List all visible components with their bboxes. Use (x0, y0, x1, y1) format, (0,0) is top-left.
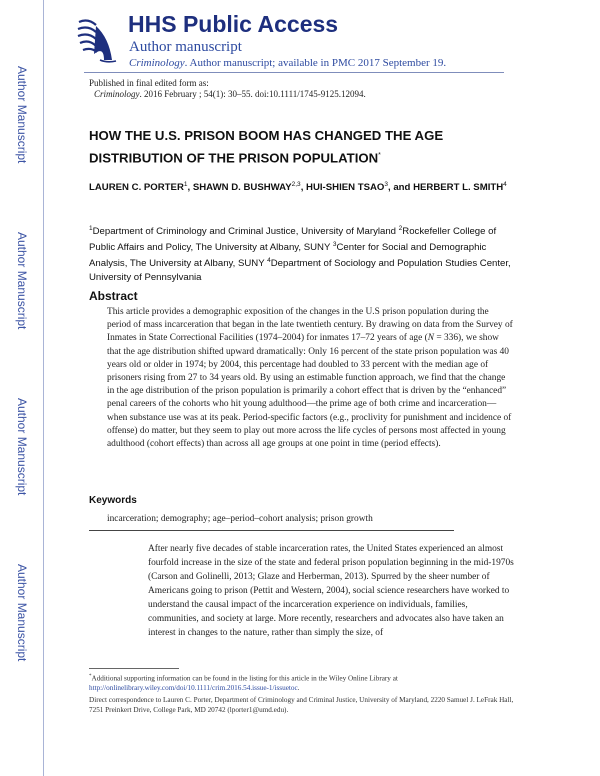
side-label-author-manuscript: Author Manuscript (15, 564, 29, 662)
author-separator: , (300, 182, 307, 194)
footnotes (89, 672, 519, 715)
abstract-text: = 336), we show that the age distribution shifted upward dramatically: Only 16 percent of the state prison population was 40 years old or older in 1974; by 2004, this percentage had doubled to 33 percent with the median age of prisoners rising from 27 to 34 years old. By using an estimable function approach, we find that the change in the age distribution of the prison population is primarily a cohort effect that is driven by the “enhanced” penal careers of the cohorts who hit young adulthood—the prime age of both crime and incarceration—when substance use was at its peak. Period-specific factors (e.g., proclivity for punishment and incidence of offense) do matter, but they seem to play out more across the life cycles of persons most affected in young adulthood (cohort effects) than across all age groups at one point in time (period effects). (107, 333, 512, 450)
publication-info (89, 78, 366, 101)
author-separator: , (187, 182, 193, 194)
author-affiliation-ref: 2,3 (291, 181, 301, 188)
supporting-info-footnote (89, 672, 519, 693)
correspondence-footnote: Direct correspondence to Lauren C. Porter, Department of Criminology and Criminal Justice, University of Maryland, 2220 Samuel J. LeFrak Hall, 7251 Preinkert Drive, College Park, MD 20742 (lporter1@umd.edu). (89, 696, 514, 715)
supporting-info-link[interactable]: http://onlinelibrary.wiley.com/doi/10.1111/crim.2016.54.issue-1/issuetoc (89, 684, 298, 693)
author-name: HERBERT L. SMITH (413, 182, 504, 194)
hhs-public-access-title: HHS Public Access (128, 11, 339, 37)
author-manuscript-subtitle: Author manuscript (129, 39, 242, 55)
sample-size-symbol: N (427, 333, 435, 344)
header-divider (84, 72, 504, 73)
author-separator: , and (388, 182, 414, 194)
published-label: Published in final edited form as: (89, 78, 209, 88)
abstract-text: This article provides a demographic exposition of the changes in the U.S prison population during the period of mass incarceration that began in the late twentieth century. By drawing on data from the Survey of Inmates in State Correctional Facilities (1974–2004) for inmates 17–72 years of age ( (107, 307, 513, 344)
intro-paragraph: After nearly five decades of stable incarceration rates, the United States experienced an almost fourfold increase in the size of the state and federal prison population beginning in the mid-1970s (Carson and Golinelli, 2013; Glaze and Herberman, 2013). Spurred by the sheer number of Americans going to prison (Pettit and Western, 2004), social science researchers have worked to understand the causal impact of the incarceration experience on individuals, families, communities, and society at large. More recently, researchers and advocates also have taken an interest in changes to the nature, rather than simply the size, of (148, 544, 514, 638)
citation-journal: Criminology (94, 89, 140, 100)
author-name: HUI-SHIEN TSAO (306, 182, 385, 194)
availability-text: . Author manuscript; available in PMC 2017 September 19. (184, 57, 447, 69)
paper-title (89, 126, 489, 168)
keywords-list: incarceration; demography; age–period–cohort analysis; prison growth (107, 514, 373, 524)
footnote-marker: * (89, 674, 92, 679)
abstract-heading: Abstract (89, 289, 138, 303)
side-label-author-manuscript: Author Manuscript (15, 232, 29, 330)
affiliation-number: 3 (332, 241, 337, 249)
hhs-eagle-logo-icon (74, 16, 118, 64)
side-label-author-manuscript: Author Manuscript (15, 66, 29, 164)
paper-title-text: HOW THE U.S. PRISON BOOM HAS CHANGED THE AGE DISTRIBUTION OF THE PRISON POPULATION (89, 128, 444, 166)
affiliation-number: 2 (398, 225, 403, 232)
affiliation-text: Center for Social and Demographic Analysis, The University at Albany, SUNY (89, 242, 487, 270)
footnote-text: Additional supporting information can be found in the listing for this article in the Wiley Online Library at (91, 674, 398, 683)
keywords-heading: Keywords (89, 495, 137, 506)
author-list (89, 178, 509, 195)
abstract-body (107, 306, 513, 451)
side-label-author-manuscript: Author Manuscript (15, 398, 29, 496)
citation-details: . 2016 February ; 54(1): 30–55. doi:10.1111/1745-9125.12094. (139, 89, 366, 100)
author-affiliation-ref: 4 (503, 181, 507, 188)
affiliation-number: 1 (89, 225, 93, 232)
author-affiliation-ref: 3 (384, 181, 389, 188)
title-footnote-marker: * (378, 152, 381, 159)
affiliation-list (89, 222, 519, 284)
journal-name: Criminology (129, 57, 185, 69)
author-affiliation-ref: 1 (183, 181, 188, 188)
affiliation-text: Rockefeller College of Public Affairs and Policy, The University at Albany, SUNY (89, 226, 497, 254)
author-name: LAUREN C. PORTER (89, 182, 184, 194)
keywords-divider (89, 530, 454, 531)
affiliation-number: 4 (267, 257, 271, 265)
affiliation-text: Department of Criminology and Criminal Justice, University of Maryland (92, 226, 399, 238)
footnote-end: . (297, 684, 300, 693)
left-margin-rule (43, 0, 44, 776)
citation-line (89, 89, 366, 100)
author-name: SHAWN D. BUSHWAY (192, 182, 292, 194)
footnote-divider (89, 668, 179, 669)
affiliation-text: Department of Sociology and Population Studies Center, University of Pennsylvania (89, 258, 511, 283)
availability-line (129, 58, 446, 69)
